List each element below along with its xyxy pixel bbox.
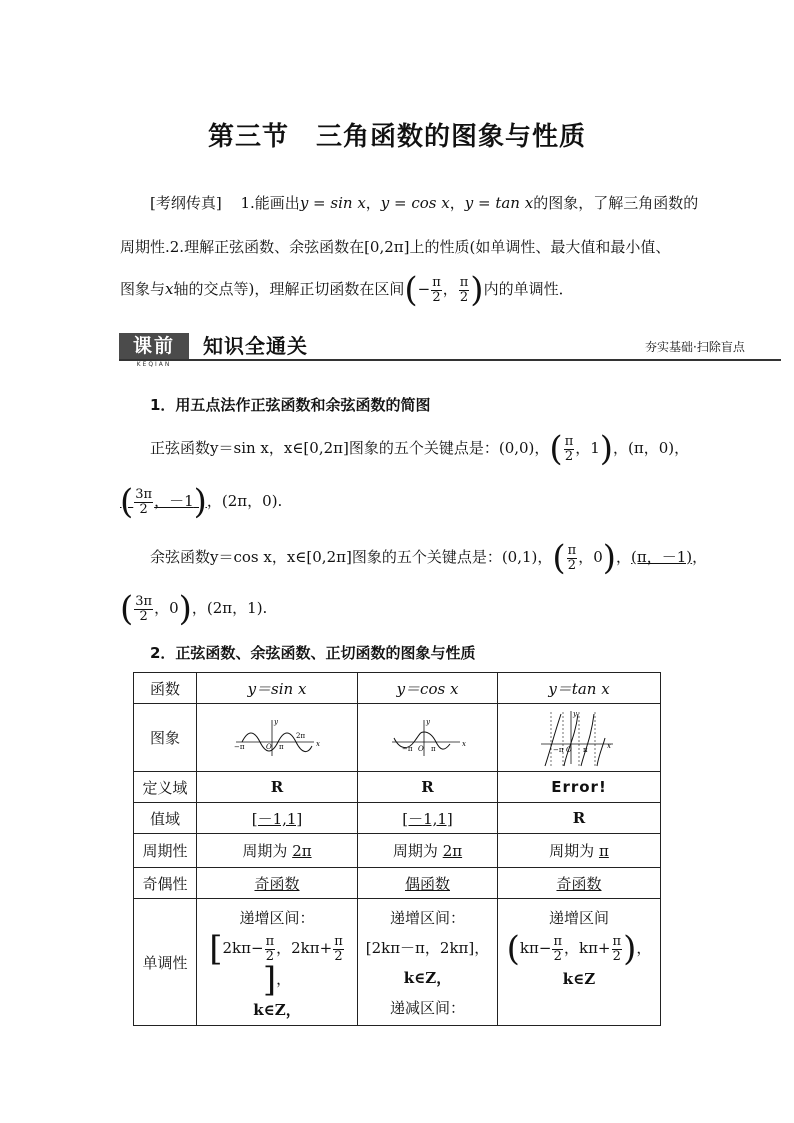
row-label: 奇偶性: [134, 868, 197, 899]
tan-branch: [597, 738, 605, 766]
fraction-num: π: [567, 542, 577, 558]
syllabus-text: ，: [449, 194, 465, 212]
text: ，－1: [154, 492, 194, 510]
answer-blank: (π，－1): [631, 548, 693, 566]
fraction-num: π: [334, 933, 343, 949]
mono-sin: [197, 899, 358, 1026]
text: ，(2π，1).: [191, 599, 268, 617]
open-paren: (: [120, 589, 134, 629]
header-text: y＝sin x: [247, 679, 307, 698]
graph-label-origin: O: [566, 745, 572, 754]
row-label: 图象: [134, 704, 197, 772]
domain-tan: Error!: [498, 772, 661, 803]
period-sin: [197, 834, 358, 868]
answer-blank: [120, 482, 207, 522]
syllabus-text: 轴的交点等)，理解正切函数在区间: [173, 280, 405, 298]
fraction: [431, 276, 442, 305]
k-condition: k∈Z，: [403, 969, 452, 987]
graph-label-x: x: [316, 739, 320, 748]
text: ，: [692, 548, 708, 566]
graph-label-negpi: −π: [401, 744, 412, 753]
text: y＝cos x，x∈[0,2π]图象的五个关键点是：(0,1)，: [210, 548, 553, 566]
fraction-den: 2: [553, 948, 562, 964]
fraction-den: 2: [612, 948, 621, 964]
mono-interval: [197, 929, 357, 1000]
range-tan: R: [498, 803, 661, 834]
syllabus-text: ，: [365, 194, 381, 212]
mono-heading: 递增区间: [548, 909, 609, 927]
fraction: [552, 935, 563, 964]
section2-heading: 2．正弦函数、余弦函数、正切函数的图象与性质: [150, 644, 476, 662]
mono-heading: 递增区间：: [239, 909, 315, 927]
interval-text: ，: [636, 939, 652, 957]
fraction: [333, 935, 344, 964]
open-paren: (: [549, 429, 563, 469]
fraction: [134, 595, 153, 624]
mono-heading: 递减区间：: [389, 999, 465, 1017]
fraction: [567, 544, 578, 573]
fraction-den: 2: [564, 448, 574, 464]
syllabus-fn: y = sin x: [299, 194, 366, 212]
fraction-num: π: [265, 933, 275, 949]
parity-sin: 奇函数: [197, 868, 358, 899]
close-paren: ): [623, 929, 637, 969]
open-paren: (: [120, 482, 134, 522]
header-text: y＝tan x: [548, 679, 610, 698]
section-badge: 课前: [119, 333, 189, 360]
period-cos: [358, 834, 498, 868]
section-badge-sub: KEQIAN: [136, 361, 172, 368]
parity-cos: 偶函数: [358, 868, 498, 899]
syllabus-text: 1.能画出: [240, 194, 300, 212]
open-paren: (: [404, 270, 418, 310]
syllabus-var: x: [165, 280, 174, 298]
open-paren: (: [506, 929, 520, 969]
syllabus-fn: y = cos x: [380, 194, 450, 212]
sin-graph: [232, 716, 322, 760]
graph-label-negpi: −π: [553, 745, 564, 754]
graph-label-pi: π: [583, 745, 588, 754]
interval-text: kπ−: [519, 939, 552, 957]
minus-sign: −: [417, 280, 431, 298]
graph-label-y: y: [573, 709, 577, 718]
fraction-num: π: [432, 274, 441, 290]
fraction-den: 2: [139, 608, 148, 624]
period-prefix: 周期为: [392, 842, 438, 860]
fraction: [564, 435, 575, 464]
table-row: [134, 772, 661, 803]
text: ，: [616, 548, 632, 566]
range-sin: [－1,1]: [197, 803, 358, 834]
graph-label-pi: π: [279, 742, 284, 751]
interval-text: 2kπ−: [222, 939, 264, 957]
table-row: [134, 803, 661, 834]
fraction-num: π: [459, 274, 469, 290]
period-tan: [498, 834, 661, 868]
interval-text: ，2kπ+: [276, 939, 333, 957]
period-prefix: 周期为: [549, 842, 595, 860]
fraction-den: 2: [265, 948, 274, 964]
table-row: [134, 673, 661, 704]
sin-keypoints-line: [150, 429, 690, 469]
row-label: 定义域: [134, 772, 197, 803]
range-cos: [－1,1]: [358, 803, 498, 834]
syllabus-line-3: [120, 270, 574, 310]
syllabus-line-1: [150, 193, 698, 213]
close-paren: ): [178, 589, 192, 629]
text: ，(2π，0).: [206, 492, 283, 510]
open-paren: (: [552, 538, 566, 578]
mono-interval: [498, 929, 660, 969]
k-condition: k∈Z: [562, 970, 596, 988]
fraction-den: 2: [139, 501, 148, 517]
table-row: [134, 704, 661, 772]
header-cell: [498, 673, 661, 704]
section-title: 知识全通关: [203, 334, 308, 358]
close-paren: ): [602, 538, 617, 578]
header-cell: [197, 673, 358, 704]
table-row: [134, 868, 661, 899]
period-value: π: [598, 842, 609, 860]
fraction: [612, 935, 623, 964]
text: ，0: [578, 548, 603, 566]
text: ，(π，0)，: [613, 439, 690, 457]
open-bracket: [: [209, 929, 223, 969]
sin-graph-cell: [197, 704, 358, 772]
section-tagline: 夯实基础·扫除盲点: [645, 340, 745, 354]
fraction-den: 2: [459, 289, 469, 305]
graph-label-2pi: 2π: [296, 731, 306, 740]
graph-label-origin: O: [266, 742, 272, 751]
tan-graph: [537, 708, 621, 768]
properties-table: [133, 672, 661, 1026]
graph-label-pi: π: [430, 744, 436, 753]
fraction-num: π: [553, 933, 562, 949]
text: 正弦函数: [150, 439, 211, 457]
table-row: [134, 899, 661, 1026]
syllabus-fn: y = tan x: [464, 194, 534, 212]
close-paren: ): [193, 482, 207, 522]
domain-cos: R: [358, 772, 498, 803]
graph-label-x: x: [461, 739, 466, 748]
parity-tan: 奇函数: [498, 868, 661, 899]
cos-graph-cell: [358, 704, 498, 772]
fraction: [459, 276, 470, 305]
tan-branch: [581, 714, 594, 766]
row-label: 单调性: [134, 899, 197, 1026]
close-paren: ): [470, 270, 484, 310]
k-condition: k∈Z，: [253, 1001, 301, 1019]
graph-label-origin: O: [417, 744, 424, 753]
mono-cos: [358, 899, 498, 1026]
fraction: [134, 488, 153, 517]
syllabus-text: 的图象，了解三角函数的: [533, 194, 699, 212]
text: y＝sin x，x∈[0,2π]图象的五个关键点是：(0,0)，: [210, 439, 550, 457]
text: 余弦函数: [150, 548, 211, 566]
fraction-den: 2: [567, 557, 577, 573]
cos-graph: [388, 716, 468, 760]
section1-heading: 1．用五点法作正弦函数和余弦函数的简图: [150, 396, 431, 414]
fraction-num: π: [564, 433, 574, 449]
close-bracket: ]: [262, 960, 277, 1000]
period-value: 2π: [292, 842, 312, 860]
tan-branch: [545, 714, 561, 766]
fraction-num: π: [612, 933, 622, 949]
text: ，1: [575, 439, 600, 457]
syllabus-line-2: 周期性.2.理解正弦函数、余弦函数在[0,2π]上的性质(如单调性、最大值和最小值、: [120, 238, 671, 256]
fraction-den: 2: [334, 948, 343, 964]
interval-text: ，: [276, 970, 292, 988]
mono-interval: [2kπ－π，2kπ]，: [365, 939, 490, 957]
page-title: 第三节 三角函数的图象与性质: [207, 122, 586, 152]
row-label: 周期性: [134, 834, 197, 868]
mono-tan: [498, 899, 661, 1026]
comma: ，: [442, 280, 458, 298]
graph-label-y: y: [425, 717, 430, 726]
graph-label-x: x: [607, 741, 611, 750]
interval-text: ，kπ+: [563, 939, 611, 957]
graph-label-negpi: −π: [234, 742, 245, 751]
period-value: 2π: [442, 842, 463, 860]
fraction-num: 3π: [135, 486, 153, 502]
syllabus-tag: [考纲传真]: [150, 194, 222, 212]
table-row: [134, 834, 661, 868]
cos-keypoints-line-2: [120, 589, 268, 629]
row-label: 值域: [134, 803, 197, 834]
close-paren: ): [599, 429, 614, 469]
domain-sin: R: [197, 772, 358, 803]
syllabus-text: 图象与: [120, 280, 166, 298]
period-prefix: 周期为: [242, 842, 288, 860]
header-text: y＝cos x: [396, 679, 459, 698]
sin-keypoints-line-2: [120, 482, 283, 522]
tan-graph-cell: [498, 704, 661, 772]
text: ，0: [154, 599, 179, 617]
graph-label-y: y: [274, 717, 278, 726]
section-rule: [119, 359, 781, 361]
header-cell: [358, 673, 498, 704]
fraction-num: 3π: [135, 593, 153, 609]
mono-heading: 递增区间：: [389, 909, 465, 927]
fraction-den: 2: [432, 289, 441, 305]
syllabus-text: 内的单调性．: [483, 280, 574, 298]
cos-keypoints-line: [150, 538, 708, 578]
header-cell: 函数: [134, 673, 197, 704]
